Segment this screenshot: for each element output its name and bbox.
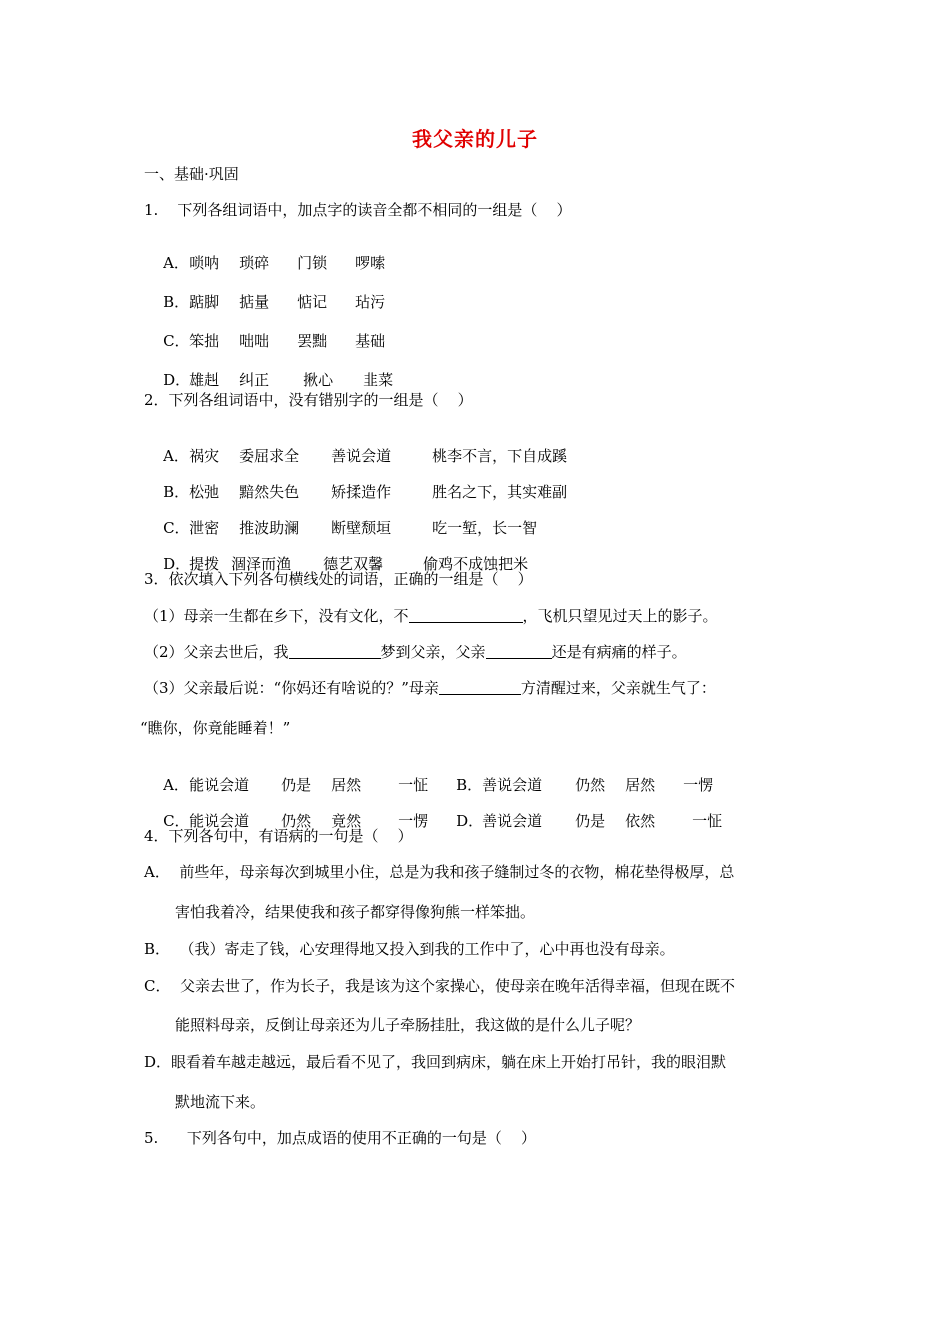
fill-blank — [486, 644, 552, 659]
word: 踮脚 — [189, 293, 220, 311]
word: 揪心 — [303, 371, 334, 389]
option-letter: C． — [163, 332, 190, 350]
word: 掂量 — [239, 293, 270, 311]
question-4-option-d: D．眼看着车越走越远，最后看不见了，我回到病床，躺在床上开始打吊针，我的眼泪默 — [144, 1053, 727, 1071]
word: 善说会道 — [482, 776, 543, 794]
option-letter: C． — [163, 519, 190, 537]
option-letter: B． — [456, 776, 483, 794]
word: 提拨 — [189, 555, 220, 573]
option-letter: D． — [163, 371, 191, 389]
word: 桃李不言，下自成蹊 — [432, 447, 568, 465]
question-1-stem: 1. 下列各组词语中，加点字的读音全都不相同的一组是（ ） — [144, 201, 572, 219]
word: 仍是 — [575, 812, 606, 830]
sentence-text: 梦到父亲，父亲 — [380, 643, 486, 661]
word: 能说会道 — [189, 812, 250, 830]
word: 德艺双馨 — [323, 555, 384, 573]
word: 仍然 — [575, 776, 606, 794]
word: 一怔 — [692, 812, 723, 830]
option-letter: B． — [163, 483, 190, 501]
option-letter: B． — [163, 293, 190, 311]
word: 仍是 — [281, 776, 312, 794]
word: 竟然 — [331, 812, 362, 830]
sentence-text: （3）父亲最后说：“你妈还有啥说的？”母亲 — [144, 679, 439, 697]
question-4-option-c-cont: 能照料母亲，反倒让母亲还为儿子牵肠挂肚，我这做的是什么儿子呢？ — [175, 1016, 641, 1034]
question-3-stem: 3．依次填入下列各句横线处的词语，正确的一组是（ ） — [144, 570, 533, 588]
question-3-sentence-1 — [144, 606, 718, 626]
word: 黯然失色 — [239, 483, 300, 501]
page-title: 我父亲的儿子 — [412, 127, 538, 151]
fill-blank — [289, 644, 381, 659]
word: 胜名之下，其实难副 — [432, 483, 568, 501]
fill-blank — [439, 680, 521, 695]
option-letter: D． — [163, 555, 191, 573]
word: 善说会道 — [331, 447, 392, 465]
question-4-option-a-cont: 害怕我着冷，结果使我和孩子都穿得像狗熊一样笨拙。 — [175, 903, 536, 921]
word: 惦记 — [297, 293, 328, 311]
word: 啰嗦 — [355, 254, 386, 272]
section-heading: 一、基础·巩固 — [144, 165, 239, 183]
question-4-stem: 4．下列各句中，有语病的一句是（ ） — [144, 827, 413, 845]
word: 吃一堑，长一智 — [432, 519, 538, 537]
question-3-sentence-3-cont: “瞧你，你竟能睡着！” — [140, 719, 291, 737]
question-4-option-b: B． （我）寄走了钱，心安理得地又投入到我的工作中了，心中再也没有母亲。 — [144, 940, 675, 958]
word: 委屈求全 — [239, 447, 300, 465]
option-letter: C． — [163, 812, 190, 830]
option-letter: A． — [163, 776, 189, 794]
sentence-text: （2）父亲去世后，我 — [144, 643, 289, 661]
word: 祸灾 — [189, 447, 220, 465]
question-3-sentence-2 — [144, 642, 687, 662]
word: 依然 — [625, 812, 656, 830]
word: 一怔 — [398, 776, 429, 794]
word: 琐碎 — [239, 254, 270, 272]
word: 一愣 — [683, 776, 714, 794]
word: 居然 — [625, 776, 656, 794]
word: 仍然 — [281, 812, 312, 830]
sentence-text: 还是有病痛的样子。 — [551, 643, 687, 661]
word: 泄密 — [189, 519, 220, 537]
word: 一愣 — [398, 812, 429, 830]
word: 唢呐 — [189, 254, 220, 272]
fill-blank — [409, 608, 523, 623]
sentence-text: ，飞机只望见过天上的影子。 — [522, 607, 718, 625]
word: 善说会道 — [482, 812, 543, 830]
word: 笨拙 — [189, 332, 220, 350]
word: 断壁颓垣 — [331, 519, 392, 537]
word: 涸泽而渔 — [231, 555, 292, 573]
question-5-stem: 5. 下列各句中，加点成语的使用不正确的一句是（ ） — [144, 1129, 536, 1147]
option-letter: A． — [163, 254, 189, 272]
word: 咄咄 — [239, 332, 270, 350]
word: 雄赳 — [189, 371, 220, 389]
word: 偷鸡不成蚀把米 — [423, 555, 529, 573]
word: 推波助澜 — [239, 519, 300, 537]
sentence-text: 方清醒过来，父亲就生气了： — [520, 679, 716, 697]
word: 门锁 — [297, 254, 328, 272]
word: 松弛 — [189, 483, 220, 501]
word: 矫揉造作 — [331, 483, 392, 501]
option-letter: D． — [456, 812, 484, 830]
word: 纠正 — [239, 371, 270, 389]
word: 玷污 — [355, 293, 386, 311]
question-4-option-d-cont: 默地流下来。 — [175, 1093, 266, 1111]
question-4-option-a: A． 前些年，母亲每次到城里小住，总是为我和孩子缝制过冬的衣物，棉花垫得极厚，总 — [144, 863, 735, 881]
question-2-stem: 2．下列各组词语中，没有错别字的一组是（ ） — [144, 391, 473, 409]
question-4-option-c: C． 父亲去世了，作为长子，我是该为这个家操心，使母亲在晚年活得幸福，但现在既不 — [144, 977, 736, 995]
word: 韭菜 — [363, 371, 394, 389]
sentence-text: （1）母亲一生都在乡下，没有文化，不 — [144, 607, 409, 625]
word: 居然 — [331, 776, 362, 794]
word: 基础 — [355, 332, 386, 350]
option-letter: A． — [163, 447, 189, 465]
word: 罢黜 — [297, 332, 328, 350]
question-3-sentence-3 — [144, 678, 716, 698]
word: 能说会道 — [189, 776, 250, 794]
